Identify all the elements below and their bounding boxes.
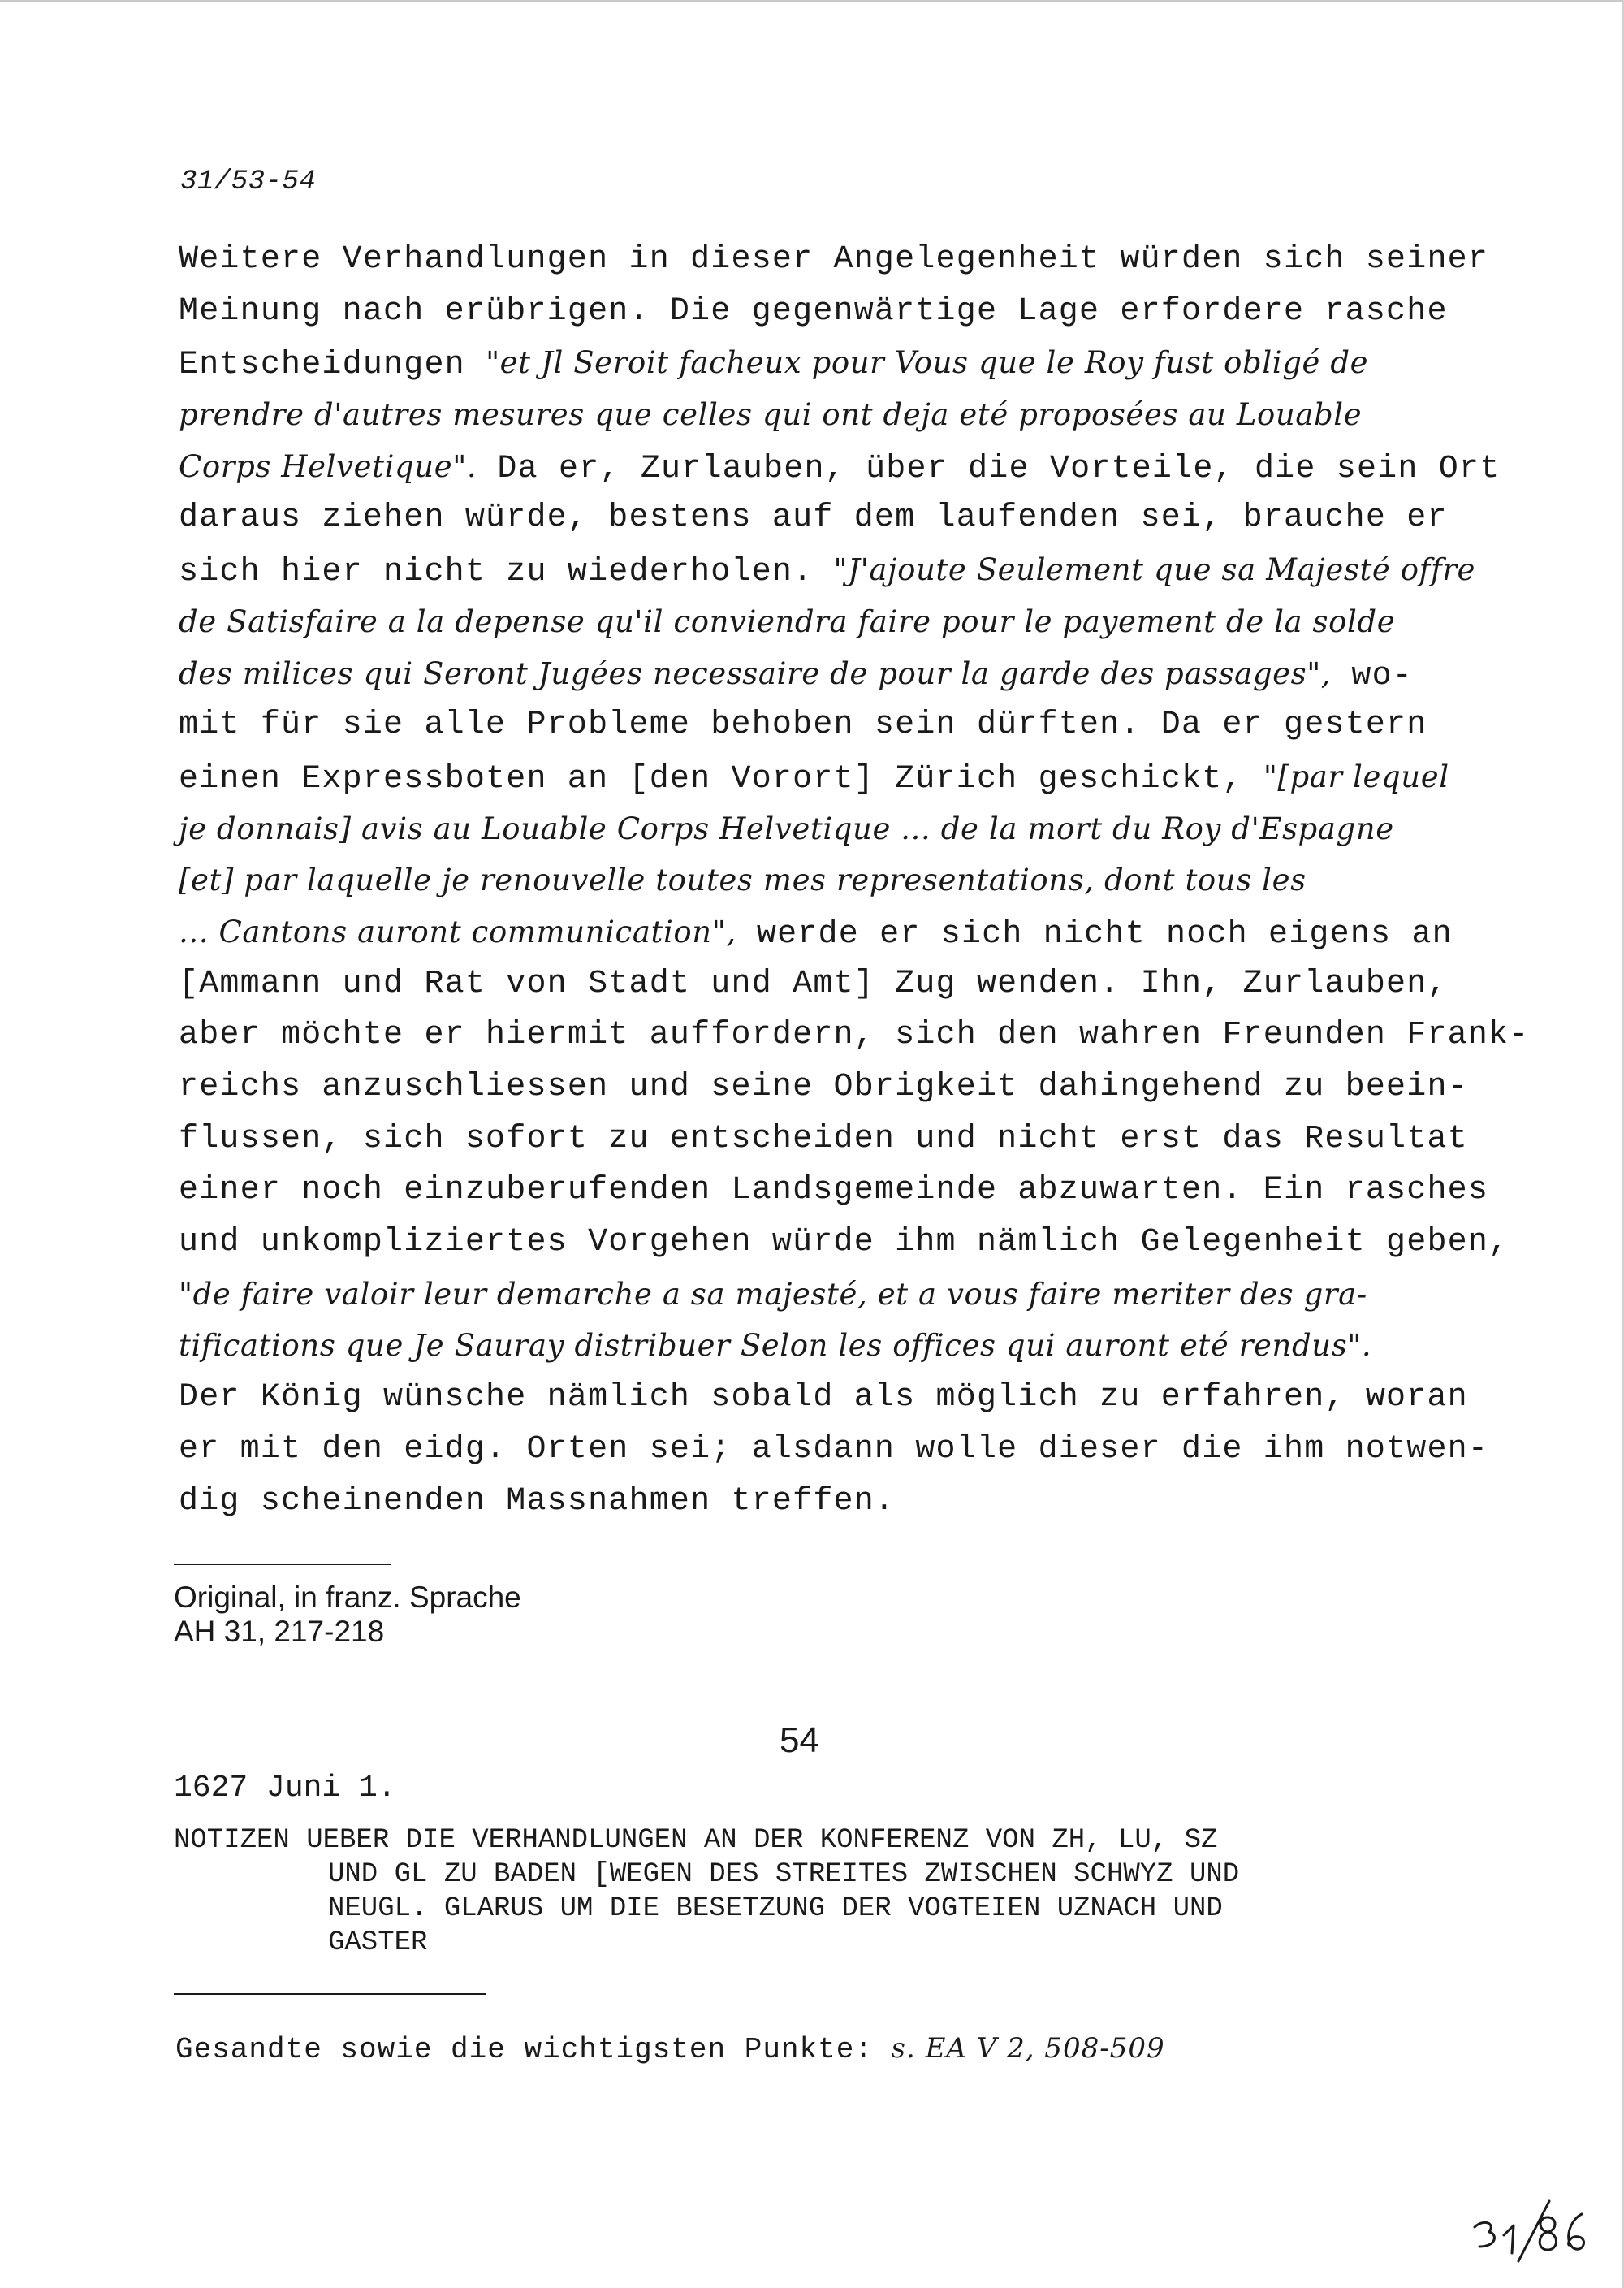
text-segment: flussen, sich sofort zu entscheiden und nicht erst das Resultat <box>179 1120 1468 1157</box>
body-line <box>179 854 1478 906</box>
document-date: 1627 Juni 1. <box>174 1771 396 1806</box>
french-quote-segment: "et Jl Seroit facheux pour Vous que le Roy fust obligé de <box>486 345 1369 381</box>
french-quote-segment: Corps Helvetique". <box>179 448 477 484</box>
body-line <box>179 544 1478 596</box>
text-segment: sich hier nicht zu wiederholen. <box>179 554 834 591</box>
scan-edge-top <box>0 0 1624 2</box>
french-quote-segment: "[par lequel <box>1263 759 1449 794</box>
text-segment: Weitere Verhandlungen in dieser Angelegenheit würden sich seiner <box>179 241 1489 278</box>
text-segment: werde er sich nicht noch eigens an <box>736 915 1453 953</box>
french-quote-segment: de Satisfaire a la depense qu'il conviendra faire pour le payement de la solde <box>179 603 1396 639</box>
body-line <box>179 492 1478 544</box>
french-quote-segment: "de faire valoir leur demarche a sa majesté, et a vous faire meriter des gra- <box>179 1276 1367 1312</box>
body-line <box>179 389 1478 441</box>
body-line <box>179 699 1478 751</box>
french-quote-segment: "J'ajoute Seulement que sa Majesté offre <box>833 552 1476 588</box>
heading-line-1: NOTIZEN UEBER DIE VERHANDLUNGEN AN DER KONFERENZ VON ZH, LU, SZ <box>174 1825 1218 1856</box>
body-line <box>179 596 1478 648</box>
text-segment: er mit den eidg. Orten sei; alsdann wolle dieser die ihm notwen- <box>179 1430 1489 1468</box>
text-segment: aber möchte er hiermit auffordern, sich den wahren Freunden Frank- <box>179 1017 1530 1054</box>
source-line-1: Original, in franz. Sprache <box>174 1581 521 1614</box>
handwritten-archive-stamp <box>1468 2193 1598 2266</box>
body-line <box>179 1165 1489 1217</box>
reference-line <box>175 2032 1165 2066</box>
body-line <box>179 441 1501 493</box>
text-segment: einen Expressboten an [den Vorort] Zürich geschickt, <box>179 760 1263 798</box>
body-text <box>179 234 1530 1527</box>
french-quote-segment: tifications que Je Sauray distribuer Selon les offices qui auront eté rendus". <box>179 1328 1372 1364</box>
reference-prefix: Gesandte sowie die wichtigsten Punkte: <box>175 2033 892 2066</box>
heading-line-3: NEUGL. GLARUS UM DIE BESETZUNG DER VOGTEIEN UZNACH UND <box>328 1893 1223 1924</box>
french-quote-segment: je donnais] avis au Louable Corps Helvetique ... de la mort du Roy d'Espagne <box>179 811 1394 846</box>
body-line <box>179 286 1478 338</box>
heading-line-4: GASTER <box>328 1927 428 1958</box>
french-quote-segment: des milices qui Seront Jugées necessaire de pour la garde des passages", <box>179 655 1332 691</box>
body-line <box>179 1269 1478 1321</box>
footnote-rule <box>174 1564 391 1565</box>
body-line <box>179 234 1489 286</box>
text-segment: Da er, Zurlauben, über die Vorteile, die sein Ort <box>477 450 1501 487</box>
body-line <box>179 751 1478 803</box>
page-reference: 31/53-54 <box>180 167 317 197</box>
heading-line-2: UND GL ZU BADEN [WEGEN DES STREITES ZWISCHEN SCHWYZ UND <box>328 1859 1240 1890</box>
document-number: 54 <box>780 1720 819 1760</box>
text-segment: Entscheidungen <box>179 347 486 384</box>
french-quote-segment: prendre d'autres mesures que celles qui ont deja eté proposées au Louable <box>179 397 1363 433</box>
text-segment: dig scheinenden Massnahmen treffen. <box>179 1482 896 1520</box>
body-line <box>179 803 1478 855</box>
body-line <box>179 1320 1478 1372</box>
body-line <box>179 906 1478 958</box>
body-line <box>179 337 1478 389</box>
reference-citation: s. EA V 2, 508-509 <box>891 2032 1165 2065</box>
body-line <box>179 1010 1530 1062</box>
body-line <box>179 1114 1478 1166</box>
body-line <box>179 1424 1489 1476</box>
french-quote-segment: [et] par laquelle je renouvelle toutes mes representations, dont tous les <box>179 863 1307 898</box>
body-line <box>179 1476 1478 1528</box>
source-note <box>174 1581 521 1649</box>
text-segment: wo- <box>1331 657 1414 694</box>
section-rule <box>174 1993 486 1995</box>
text-segment: Meinung nach erübrigen. Die gegenwärtige Lage erfordere rasche <box>179 292 1448 330</box>
document-heading <box>174 1823 1239 1960</box>
body-line <box>179 958 1478 1010</box>
body-line <box>179 648 1478 700</box>
body-line <box>179 1217 1510 1269</box>
text-segment: und unkompliziertes Vorgehen würde ihm nämlich Gelegenheit geben, <box>179 1224 1510 1261</box>
source-line-2: AH 31, 217-218 <box>174 1615 385 1648</box>
body-line <box>179 1062 1478 1114</box>
text-segment: daraus ziehen würde, bestens auf dem laufenden sei, brauche er <box>179 500 1448 537</box>
french-quote-segment: ... Cantons auront communication", <box>179 914 736 949</box>
text-segment: einer noch einzuberufenden Landsgemeinde abzuwarten. Ein rasches <box>179 1172 1489 1209</box>
text-segment: reichs anzuschliessen und seine Obrigkeit dahingehend zu beein- <box>179 1069 1468 1105</box>
text-segment: mit für sie alle Probleme behoben sein dürften. Da er gestern <box>179 707 1427 744</box>
text-segment: Der König wünsche nämlich sobald als möglich zu erfahren, woran <box>179 1379 1468 1416</box>
body-line <box>179 1372 1478 1424</box>
text-segment: [Ammann und Rat von Stadt und Amt] Zug wenden. Ihn, Zurlauben, <box>179 965 1448 1002</box>
